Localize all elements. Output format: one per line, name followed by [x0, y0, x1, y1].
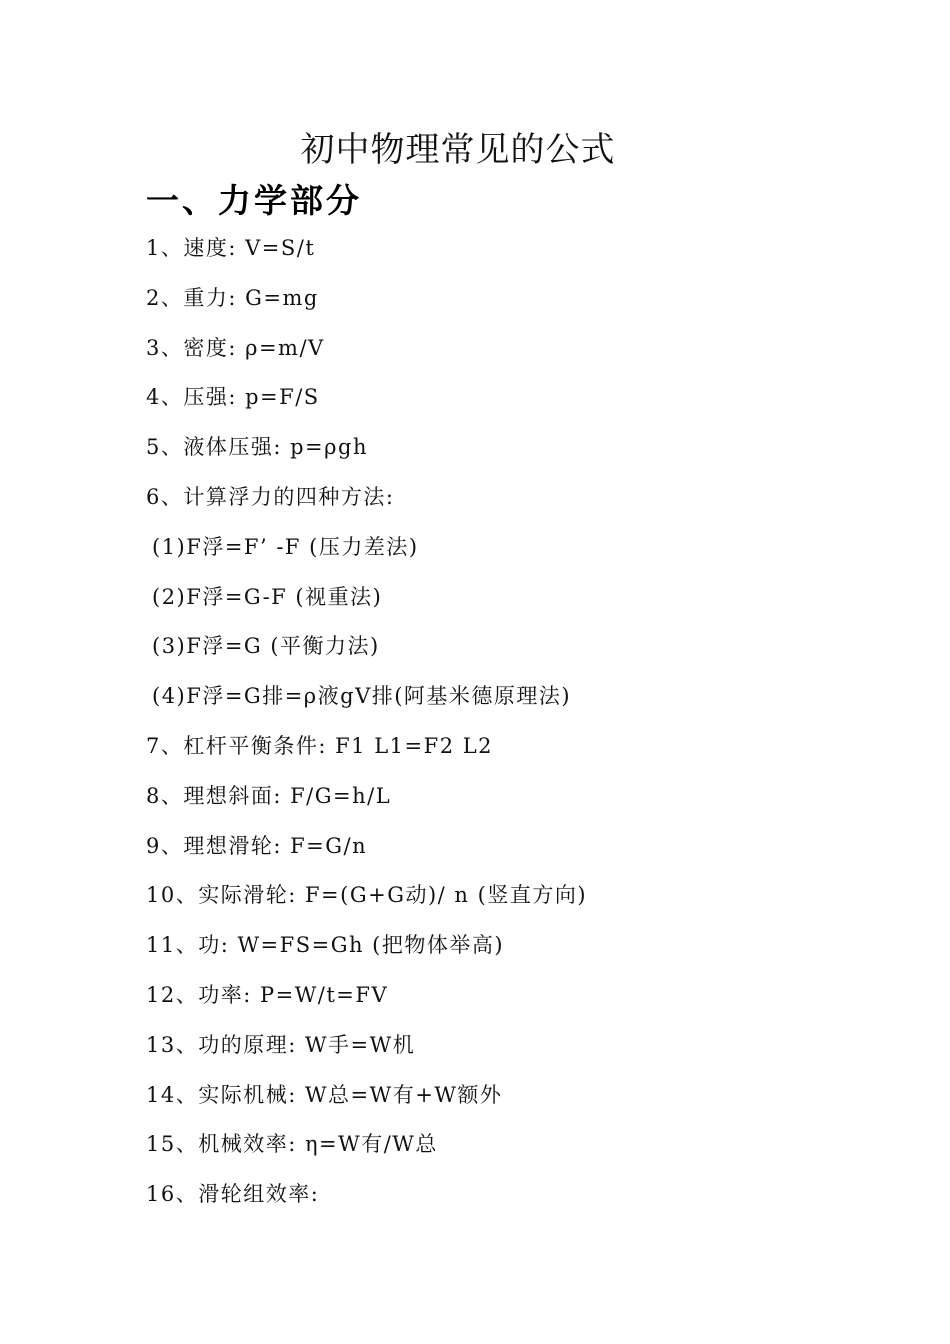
formula-line-buoyancy-4: (4)F浮=G排=ρ液gV排(阿基米德原理法) — [152, 684, 572, 709]
formula-line-density: 3、密度: ρ=m/V — [146, 335, 325, 360]
formula-line-pulley-block-efficiency: 16、滑轮组效率: — [146, 1182, 320, 1207]
formula-line-buoyancy-1: (1)F浮=F’ -F (压力差法) — [152, 534, 419, 559]
formula-line-lever-balance: 7、杠杆平衡条件: F1 L1=F2 L2 — [146, 733, 494, 758]
formula-line-speed: 1、速度: V=S/t — [146, 236, 316, 260]
formula-line-ideal-pulley: 9、理想滑轮: F=G/n — [146, 833, 368, 858]
formula-line-buoyancy-3: (3)F浮=G (平衡力法) — [152, 634, 380, 659]
formula-line-buoyancy-methods: 6、计算浮力的四种方法: — [146, 484, 395, 509]
formula-line-actual-pulley: 10、实际滑轮: F=(G+G动)/ n (竖直方向) — [146, 883, 588, 908]
formula-line-power: 12、功率: P=W/t=FV — [146, 982, 389, 1007]
formula-line-mechanical-efficiency: 15、机械效率: η=W有/W总 — [146, 1132, 438, 1157]
formula-line-pressure: 4、压强: p=F/S — [146, 385, 320, 410]
formula-line-work-principle: 13、功的原理: W手=W机 — [146, 1032, 416, 1057]
formula-line-ideal-incline: 8、理想斜面: F/G=h/L — [146, 783, 392, 808]
formula-line-work: 11、功: W=FS=Gh (把物体举高) — [146, 933, 505, 958]
document-title: 初中物理常见的公式 — [300, 130, 616, 170]
formula-list — [146, 224, 906, 1220]
formula-line-liquid-pressure: 5、液体压强: p=ρgh — [146, 435, 368, 460]
formula-line-gravity: 2、重力: G=mg — [146, 285, 319, 310]
formula-line-actual-machine: 14、实际机械: W总=W有+W额外 — [146, 1082, 503, 1107]
section-heading-mechanics: 一、力学部分 — [146, 181, 362, 220]
formula-line-buoyancy-2: (2)F浮=G-F (视重法) — [152, 584, 383, 609]
